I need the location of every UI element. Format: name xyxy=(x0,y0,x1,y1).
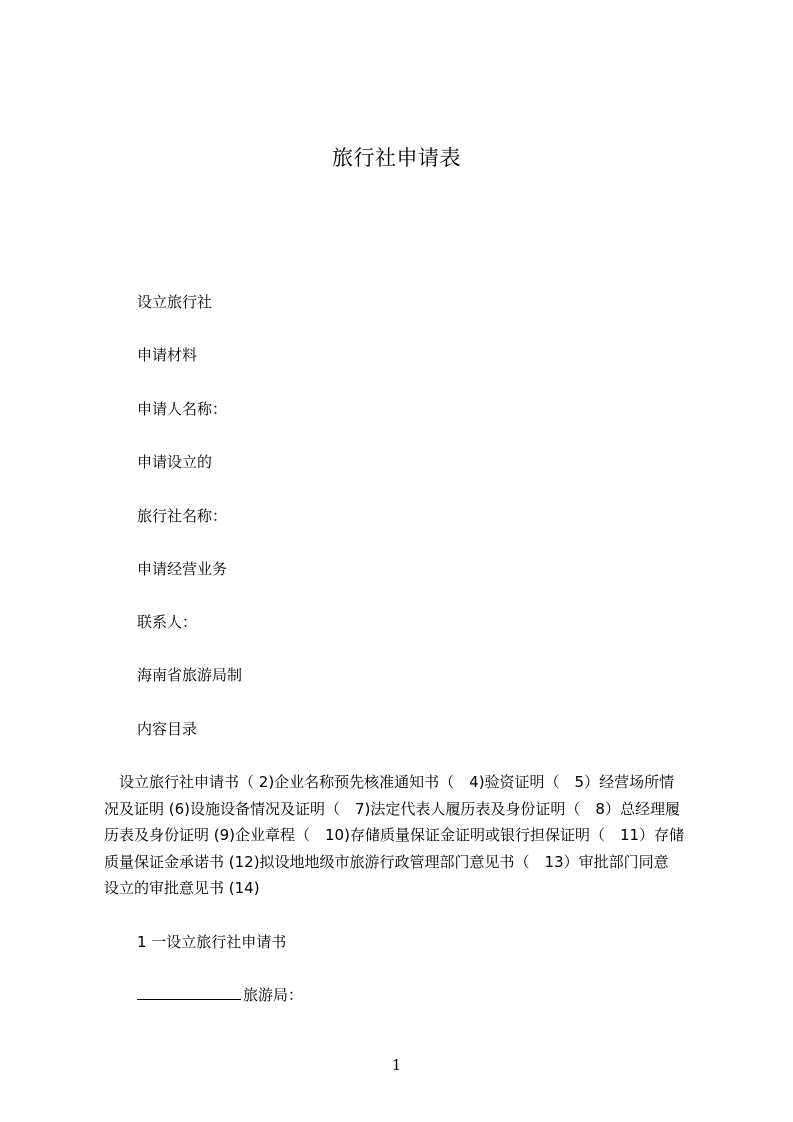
cover-line-contact: 联系人： xyxy=(137,613,198,631)
section-heading: 1 一设立旅行社申请书 xyxy=(137,933,287,951)
toc-paragraph-line: 设立旅行社申请书（ 2)企业名称预先核准通知书（ 4)验资证明（ 5）经营场所情 xyxy=(104,773,675,791)
cover-line-apply-establish: 申请设立的 xyxy=(137,453,213,471)
cover-line-applicant: 申请人名称： xyxy=(137,400,228,418)
cover-line-business: 申请经营业务 xyxy=(137,560,228,578)
addressee-suffix: 旅游局： xyxy=(243,986,304,1004)
toc-paragraph xyxy=(104,769,704,902)
toc-paragraph-line: 况及证明 (6)设施设备情况及证明（ 7)法定代表人履历表及身份证明（ 8）总经理履 xyxy=(104,799,680,818)
page-title: 旅行社申请表 xyxy=(332,146,461,170)
cover-line-agency-name: 旅行社名称： xyxy=(137,507,228,525)
toc-heading: 内容目录 xyxy=(137,720,198,738)
toc-paragraph-line: 设立的审批意见书 (14) xyxy=(104,879,260,897)
toc-paragraph-line: 历表及身份证明 (9)企业章程（ 10)存储质量保证金证明或银行担保证明（ 11）存储 xyxy=(104,826,685,844)
cover-line-materials: 申请材料 xyxy=(137,346,198,364)
addressee-line xyxy=(137,984,303,1005)
page-number: 1 xyxy=(391,1056,402,1074)
toc-paragraph-line: 质量保证金承诺书 (12)拟设地地级市旅游行政管理部门意见书（ 13）审批部门同意 xyxy=(104,852,669,871)
cover-line-establish: 设立旅行社 xyxy=(137,293,213,311)
fill-in-blank xyxy=(137,985,241,1000)
cover-line-issuer: 海南省旅游局制 xyxy=(137,666,243,684)
